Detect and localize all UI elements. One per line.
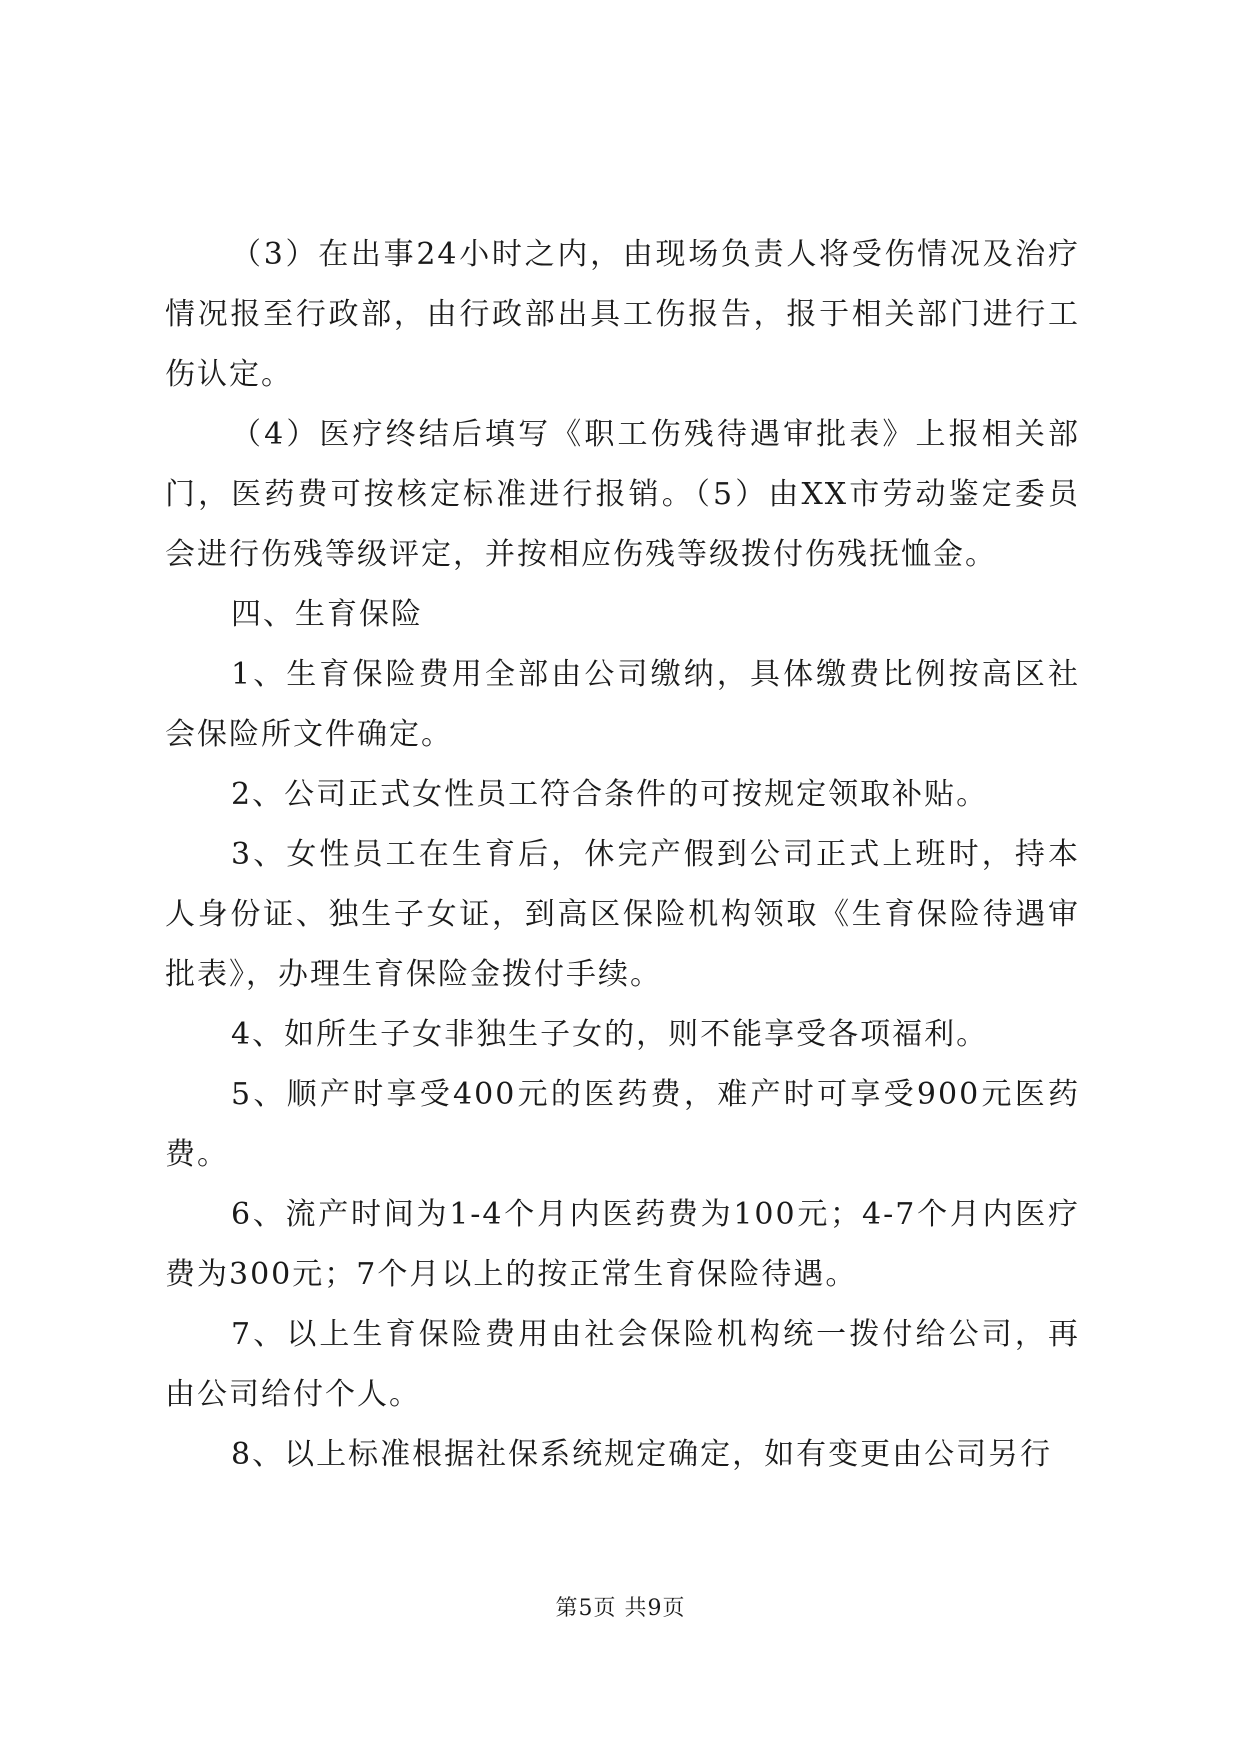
paragraph-4-medical-settlement: （4）医疗终结后填写《职工伤残待遇审批表》上报相关部门，医药费可按核定标准进行报销。（5）由XX市劳动鉴定委员会进行伤残等级评定，并按相应伤残等级拨付伤残抚恤金。	[165, 417, 1080, 572]
list-item-4: 4、如所生子女非独生子女的，则不能享受各项福利。	[231, 1017, 989, 1052]
section-heading-maternity-insurance: 四、生育保险	[231, 597, 423, 632]
list-item-5: 5、顺产时享受400元的医药费，难产时可享受900元医药费。	[165, 1077, 1080, 1172]
list-item-3: 3、女性员工在生育后，休完产假到公司正式上班时，持本人身份证、独生子女证，到高区保险机构领取《生育保险待遇审批表》，办理生育保险金拨付手续。	[165, 837, 1080, 992]
list-item-1: 1、生育保险费用全部由公司缴纳，具体缴费比例按高区社会保险所文件确定。	[165, 657, 1080, 752]
page-number-footer: 第5页 共9页	[555, 1596, 686, 1621]
list-item-7: 7、以上生育保险费用由社会保险机构统一拨付给公司，再由公司给付个人。	[165, 1317, 1080, 1412]
list-item-6: 6、流产时间为1-4个月内医药费为100元；4-7个月内医疗费为300元；7个月以上的按正常生育保险待遇。	[165, 1197, 1080, 1292]
paragraph-3-injury-report: （3）在出事24小时之内，由现场负责人将受伤情况及治疗情况报至行政部，由行政部出具工伤报告，报于相关部门进行工伤认定。	[165, 237, 1080, 392]
document-body	[165, 225, 1080, 1485]
list-item-2: 2、公司正式女性员工符合条件的可按规定领取补贴。	[231, 777, 989, 812]
list-item-8: 8、以上标准根据社保系统规定确定，如有变更由公司另行	[231, 1437, 1053, 1472]
